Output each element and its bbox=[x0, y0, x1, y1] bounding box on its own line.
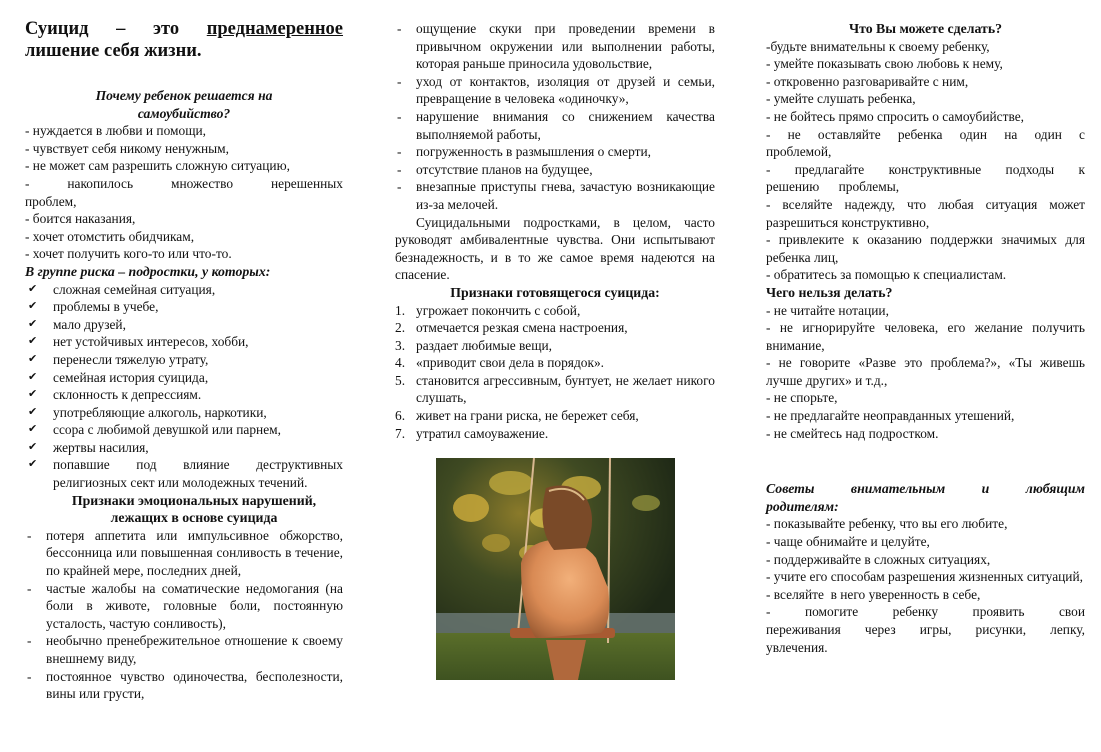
dash-marker: - bbox=[397, 108, 402, 124]
advice-list bbox=[766, 515, 1085, 656]
list-number: 3. bbox=[395, 337, 406, 353]
emotional-item bbox=[25, 580, 343, 633]
checkmark-icon: ✔ bbox=[28, 300, 38, 313]
why-list bbox=[25, 122, 343, 263]
emotional-item-text: частые жалобы на соматические недомогания (на боли в животе, головные боли, постоянную усталость, частую сонливость), bbox=[46, 580, 343, 631]
emotional-heading-line-2: лежащих в основе суицида bbox=[110, 510, 278, 526]
risk-item-text: перенесли тяжелую утрату, bbox=[53, 351, 209, 367]
checkmark-icon: ✔ bbox=[28, 388, 38, 401]
why-item: - накопилось множество нерешенных проблем, bbox=[25, 175, 343, 209]
can-do-item: - откровенно разговаривайте с ним, bbox=[766, 73, 969, 89]
signs-item-text: «приводит свои дела в порядок». bbox=[416, 355, 604, 371]
risk-item-text: употребляющие алкоголь, наркотики, bbox=[53, 404, 267, 420]
cannot-do-item: - не предлагайте неоправданных утешений, bbox=[766, 408, 1015, 424]
cannot-do-heading: Чего нельзя делать? bbox=[766, 284, 893, 300]
emotional-item bbox=[395, 143, 715, 161]
column-right bbox=[766, 20, 1085, 656]
emotional-item bbox=[395, 178, 715, 213]
cannot-do-item: - не игнорируйте человека, его желание получить внимание, bbox=[766, 320, 1085, 353]
checkmark-icon: ✔ bbox=[28, 405, 38, 418]
signs-item-text: становится агрессивным, бунтует, не желает никого слушать, bbox=[416, 372, 715, 406]
emotional-item-text: потеря аппетита или импульсивное обжорство, бессонница или повышенная сонливость в течение, по крайней мере, последних дней, bbox=[46, 527, 343, 579]
signs-heading: Признаки готовящегося суицида: bbox=[450, 284, 660, 300]
can-do-item: - не бойтесь прямо спросить о самоубийстве, bbox=[766, 108, 1024, 124]
emotional-item-text: погруженность в размышления о смерти, bbox=[416, 144, 651, 160]
risk-item-text: жертвы насилия, bbox=[53, 439, 149, 455]
risk-item bbox=[25, 404, 343, 422]
checkmark-icon: ✔ bbox=[28, 352, 38, 365]
emotional-item bbox=[395, 73, 715, 108]
risk-item-text: попавшие под влияние деструктивных религиозных сект или молодежных течений. bbox=[53, 457, 343, 491]
can-do-item: - не оставляйте ребенка один на один с проблемой, bbox=[766, 126, 1085, 160]
risk-item bbox=[25, 456, 343, 491]
signs-item-text: раздает любимые вещи, bbox=[416, 337, 553, 353]
emotional-item bbox=[395, 20, 715, 73]
why-item: - хочет получить кого-то или что-то. bbox=[25, 246, 232, 262]
checkmark-icon: ✔ bbox=[28, 423, 38, 436]
signs-list bbox=[395, 302, 715, 443]
advice-item: - показывайте ребенку, что вы его любите, bbox=[766, 516, 1008, 532]
checkmark-icon: ✔ bbox=[28, 458, 38, 471]
emotional-item-text: ощущение скуки при проведении времени в привычном окружении или выполнении работы, которая раньше приносила удовольствие, bbox=[416, 21, 715, 72]
column-middle bbox=[395, 20, 715, 442]
dash-marker: - bbox=[27, 580, 32, 596]
risk-item-text: склонность к депрессиям. bbox=[53, 387, 202, 403]
risk-item-text: семейная история суицида, bbox=[53, 369, 209, 385]
risk-item bbox=[25, 298, 343, 316]
emotional-heading-line-1: Признаки эмоциональных нарушений, bbox=[71, 492, 317, 508]
signs-item bbox=[395, 372, 715, 407]
page-title bbox=[25, 18, 343, 62]
risk-item bbox=[25, 386, 343, 404]
risk-item-text: проблемы в учебе, bbox=[53, 299, 159, 315]
why-item: - хочет отомстить обидчикам, bbox=[25, 228, 195, 244]
risk-item bbox=[25, 439, 343, 457]
can-do-heading: Что Вы можете сделать? bbox=[848, 21, 1003, 36]
emotional-item bbox=[25, 668, 343, 703]
signs-item bbox=[395, 354, 715, 372]
dash-marker: - bbox=[27, 527, 32, 543]
why-heading bbox=[25, 87, 343, 122]
list-number: 4. bbox=[395, 355, 406, 371]
emotional-item bbox=[25, 632, 343, 667]
emotional-item bbox=[25, 527, 343, 580]
can-do-item: - предлагайте конструктивные подходы к решению проблемы, bbox=[766, 161, 1085, 195]
risk-item bbox=[25, 333, 343, 351]
list-number: 1. bbox=[395, 302, 406, 318]
why-heading-line-1: Почему ребенок решается на bbox=[95, 88, 273, 103]
emotional-item bbox=[395, 108, 715, 143]
can-do-item: - умейте показывать свою любовь к нему, bbox=[766, 56, 1003, 72]
advice-item: - чаще обнимайте и целуйте, bbox=[766, 534, 930, 550]
emotional-item-text: необычно пренебрежительное отношение к своему внешнему виду, bbox=[46, 633, 343, 666]
emotional-item-text: отсутствие планов на будущее, bbox=[416, 161, 593, 177]
signs-item bbox=[395, 407, 715, 425]
advice-item: - поддерживайте в сложных ситуациях, bbox=[766, 551, 991, 567]
title-part-1: Суицид – это bbox=[25, 19, 180, 39]
emotional-item-text: внезапные приступы гнева, зачастую возникающие из-за мелочей. bbox=[416, 179, 715, 212]
signs-item bbox=[395, 319, 715, 337]
signs-item-text: угрожает покончить с собой, bbox=[416, 302, 581, 318]
cannot-do-item: - не спорьте, bbox=[766, 390, 838, 406]
emotional-list-continued bbox=[395, 20, 715, 214]
signs-item-text: утратил самоуважение. bbox=[416, 425, 549, 441]
can-do-item: - привлеките к оказанию поддержки значимых для ребенка лиц, bbox=[766, 232, 1085, 265]
emotional-item-text: нарушение внимания со снижением качества выполняемой работы, bbox=[416, 108, 715, 142]
dash-marker: - bbox=[27, 633, 32, 649]
title-underlined-word: преднамеренное bbox=[206, 19, 344, 39]
risk-item-text: сложная семейная ситуация, bbox=[53, 281, 216, 297]
risk-item bbox=[25, 281, 343, 299]
signs-item-text: отмечается резкая смена настроения, bbox=[416, 320, 628, 336]
signs-item bbox=[395, 302, 715, 320]
risk-item bbox=[25, 351, 343, 369]
risk-item-text: нет устойчивых интересов, хобби, bbox=[53, 334, 249, 350]
title-line-1 bbox=[25, 18, 343, 40]
risk-item bbox=[25, 316, 343, 334]
cannot-do-item: - не говорите «Разве это проблема?», «Ты живешь лучше других» и т.д., bbox=[766, 355, 1085, 388]
why-heading-line-2: самоубийство? bbox=[137, 105, 231, 121]
column-left bbox=[25, 18, 343, 703]
dash-marker: - bbox=[397, 179, 402, 195]
advice-item: - учите его способам разрешения жизненных ситуаций, bbox=[766, 569, 1083, 585]
advice-item: - вселяйте в него уверенность в себе, bbox=[766, 586, 981, 602]
dash-marker: - bbox=[397, 144, 402, 160]
risk-heading: В группе риска – подростки, у которых: bbox=[25, 263, 271, 279]
can-do-item: - умейте слушать ребенка, bbox=[766, 91, 916, 107]
girl-on-swing-photo bbox=[436, 458, 675, 680]
advice-item: - помогите ребенку проявить свои переживания через игры, рисунки, лепку, увлечения. bbox=[766, 604, 1085, 655]
checkmark-icon: ✔ bbox=[28, 282, 38, 295]
emotional-item-text: уход от контактов, изоляция от друзей и семьи, превращение в человека «одиночку», bbox=[416, 73, 715, 107]
list-number: 2. bbox=[395, 320, 406, 336]
checkmark-icon: ✔ bbox=[28, 370, 38, 383]
title-line-2: лишение себя жизни. bbox=[25, 41, 202, 61]
checkmark-icon: ✔ bbox=[28, 335, 38, 348]
cannot-do-list bbox=[766, 302, 1085, 443]
emotional-item-text: постоянное чувство одиночества, бесполезности, вины или грусти, bbox=[46, 668, 343, 702]
emotional-item bbox=[395, 161, 715, 179]
advice-heading: Советы внимательным и любящим родителям: bbox=[766, 481, 1085, 514]
risk-list bbox=[25, 281, 343, 492]
list-number: 7. bbox=[395, 425, 406, 441]
photo-illustration bbox=[436, 458, 675, 680]
checkmark-icon: ✔ bbox=[28, 440, 38, 453]
why-item: - боится наказания, bbox=[25, 211, 136, 227]
risk-item-text: ссора с любимой девушкой или парнем, bbox=[53, 422, 281, 438]
risk-item-text: мало друзей, bbox=[53, 316, 126, 332]
why-item: - нуждается в любви и помощи, bbox=[25, 123, 207, 139]
dash-marker: - bbox=[27, 668, 32, 684]
can-do-item: - вселяйте надежду, что любая ситуация может разрешиться конструктивно, bbox=[766, 196, 1085, 230]
can-do-item: -будьте внимательны к своему ребенку, bbox=[766, 38, 990, 54]
checkmark-icon: ✔ bbox=[28, 317, 38, 330]
cannot-do-item: - не смейтесь над подростком. bbox=[766, 425, 939, 441]
list-number: 5. bbox=[395, 372, 406, 388]
ambivalence-paragraph: Суицидальными подростками, в целом, часто руководят амбивалентные чувства. Они испытывают безнадежность, и в то же самое время надеются на спасение. bbox=[395, 214, 715, 283]
dash-marker: - bbox=[397, 21, 402, 36]
signs-item-text: живет на грани риска, не бережет себя, bbox=[416, 408, 639, 424]
signs-item bbox=[395, 425, 715, 443]
risk-item bbox=[25, 421, 343, 439]
risk-item bbox=[25, 369, 343, 387]
emotional-list bbox=[25, 527, 343, 703]
can-do-list bbox=[766, 38, 1085, 284]
signs-item bbox=[395, 337, 715, 355]
why-item: - не может сам разрешить сложную ситуацию, bbox=[25, 158, 290, 174]
cannot-do-item: - не читайте нотации, bbox=[766, 302, 889, 318]
can-do-item: - обратитесь за помощью к специалистам. bbox=[766, 267, 1007, 283]
list-number: 6. bbox=[395, 408, 406, 424]
emotional-heading bbox=[25, 492, 343, 527]
dash-marker: - bbox=[397, 161, 402, 177]
dash-marker: - bbox=[397, 73, 402, 89]
why-item: - чувствует себя никому ненужным, bbox=[25, 140, 229, 156]
